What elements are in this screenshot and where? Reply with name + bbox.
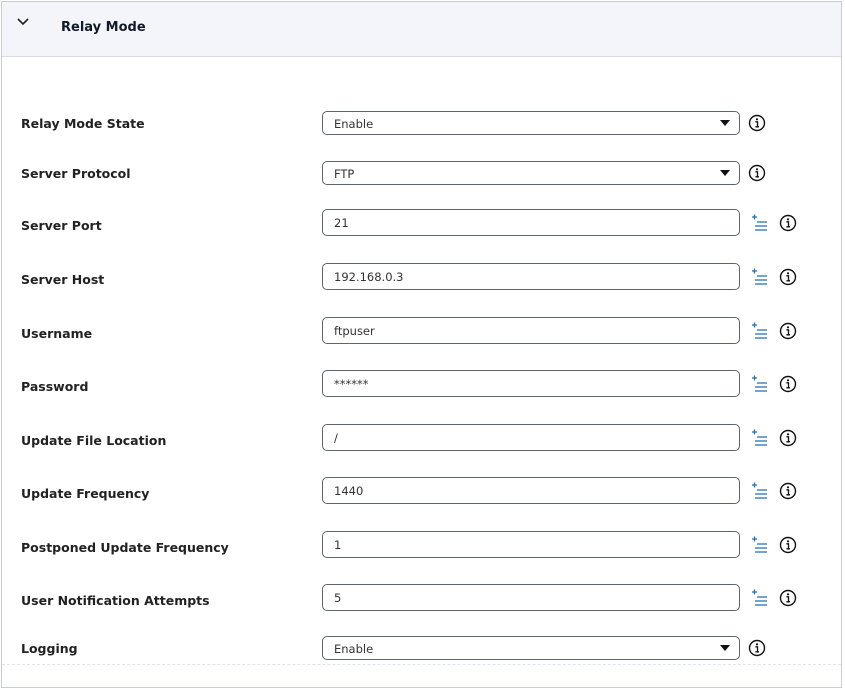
server-port-value: 21 [334,216,349,230]
relay-mode-panel [1,1,842,688]
update-frequency-value: 1440 [334,484,364,498]
logging-value: Enable [334,642,374,656]
password-input[interactable] [322,370,740,397]
info-icon[interactable] [748,114,766,132]
row-relay-mode-state [2,111,841,137]
update-frequency-input[interactable] [322,477,740,504]
caret-down-icon [720,120,730,126]
list-add-icon[interactable] [750,588,770,608]
server-host-value: 192.168.0.3 [334,270,404,284]
update-file-location-value: / [334,431,338,445]
info-icon[interactable] [779,322,797,340]
list-add-icon[interactable] [750,535,770,555]
row-user-notification-attempts [2,584,841,610]
postponed-update-frequency-input[interactable] [322,531,740,558]
info-icon[interactable] [779,268,797,286]
postponed-update-frequency-value: 1 [334,538,342,552]
info-icon[interactable] [748,639,766,657]
panel-title: Relay Mode [61,20,146,35]
info-icon[interactable] [779,482,797,500]
info-icon[interactable] [779,589,797,607]
server-host-input[interactable] [322,263,740,290]
info-icon[interactable] [779,375,797,393]
row-username [2,317,841,343]
row-update-frequency [2,477,841,503]
chevron-down-icon[interactable] [16,15,30,29]
list-add-icon[interactable] [750,321,770,341]
update-file-location-label: Update File Location [21,433,167,448]
info-icon[interactable] [748,164,766,182]
password-label: Password [21,379,89,394]
caret-down-icon [720,170,730,176]
panel-header[interactable] [2,2,841,57]
logging-select[interactable] [322,636,740,660]
username-value: ftpuser [334,324,375,338]
postponed-update-frequency-label: Postponed Update Frequency [21,540,229,555]
list-add-icon[interactable] [750,213,770,233]
logging-label: Logging [21,641,78,656]
update-file-location-input[interactable] [322,424,740,451]
server-port-label: Server Port [21,218,102,233]
user-notification-attempts-value: 5 [334,591,342,605]
row-logging [2,636,841,662]
row-server-protocol [2,161,841,187]
password-value: ****** [334,377,369,391]
server-port-input[interactable] [322,209,740,236]
caret-down-icon [720,645,730,651]
server-protocol-value: FTP [334,167,355,181]
relay-mode-state-value: Enable [334,117,374,131]
info-icon[interactable] [779,214,797,232]
row-password [2,370,841,396]
user-notification-attempts-label: User Notification Attempts [21,593,210,608]
relay-mode-state-select[interactable] [322,111,740,135]
username-label: Username [21,326,93,341]
info-icon[interactable] [779,429,797,447]
server-protocol-label: Server Protocol [21,166,131,181]
row-server-port [2,209,841,235]
user-notification-attempts-input[interactable] [322,584,740,611]
list-add-icon[interactable] [750,481,770,501]
row-server-host [2,263,841,289]
row-update-file-location [2,424,841,450]
list-add-icon[interactable] [750,428,770,448]
server-protocol-select[interactable] [322,161,740,185]
list-add-icon[interactable] [750,267,770,287]
row-postponed-update-frequency [2,531,841,557]
info-icon[interactable] [779,536,797,554]
list-add-icon[interactable] [750,374,770,394]
update-frequency-label: Update Frequency [21,486,150,501]
bottom-divider [2,664,841,665]
relay-mode-state-label: Relay Mode State [21,116,145,131]
username-input[interactable] [322,317,740,344]
server-host-label: Server Host [21,272,105,287]
